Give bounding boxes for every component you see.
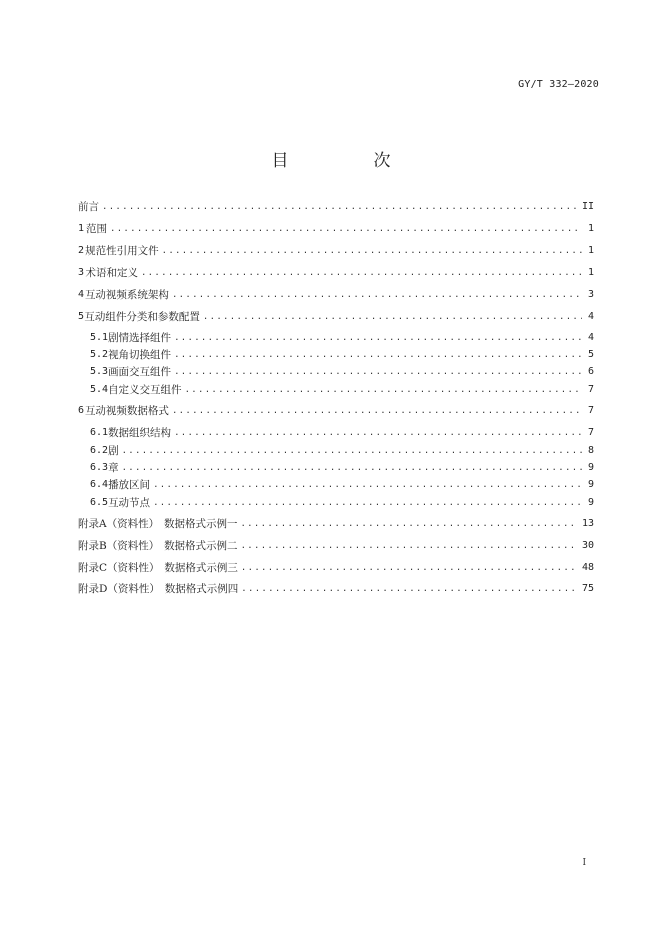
toc-entry[interactable] xyxy=(78,288,594,302)
toc-entry-leader-dots xyxy=(174,366,582,379)
toc-entry-label: 数据格式示例四 xyxy=(164,583,239,595)
toc-entry-leader-dots xyxy=(241,583,578,596)
toc-entry-number: 5 xyxy=(78,311,85,322)
toc-entry-page: 75 xyxy=(581,583,594,594)
toc-entry[interactable] xyxy=(78,404,594,418)
toc-entry-leader-dots xyxy=(241,540,578,553)
toc-entry-number: 5.3 xyxy=(90,366,109,377)
toc-entry-leader-dots xyxy=(153,479,582,492)
toc-entry-label: 数据组织结构 xyxy=(108,427,172,439)
toc-entry[interactable] xyxy=(78,582,594,596)
toc-entry-label: 视角切换组件 xyxy=(108,349,172,361)
toc-entry-label: 互动节点 xyxy=(108,497,151,509)
toc-entry-label: 数据格式示例三 xyxy=(164,562,238,574)
toc-entry-label: 互动视频数据格式 xyxy=(84,405,169,417)
toc-entry[interactable] xyxy=(78,310,594,324)
toc-entry-leader-dots xyxy=(240,518,578,531)
toc-entry-appendix-prefix: 附录C（资料性） xyxy=(78,562,160,574)
toc-entry-appendix-prefix: 附录D（资料性） xyxy=(78,583,160,595)
toc-entry-number: 6 xyxy=(78,405,85,416)
toc-entry[interactable] xyxy=(90,444,594,458)
toc-entry[interactable] xyxy=(78,222,594,236)
toc-entry-label: 前言 xyxy=(78,201,99,213)
toc-entry-appendix-prefix: 附录B（资料性） xyxy=(78,540,160,552)
toc-entry-number: 6.4 xyxy=(90,479,109,490)
toc-entry-leader-dots xyxy=(102,201,578,214)
toc-entry-leader-dots xyxy=(172,405,582,418)
footer-page-number: I xyxy=(582,858,586,868)
toc-entry-page: 7 xyxy=(587,405,594,416)
toc-entry-page: 30 xyxy=(581,540,594,551)
toc-entry[interactable] xyxy=(78,266,594,280)
toc-title: 目 次 xyxy=(271,151,425,171)
toc-entry-number: 6.5 xyxy=(90,497,109,508)
toc-entry-leader-dots xyxy=(162,245,582,258)
toc-entry-page: 9 xyxy=(587,462,594,473)
toc-entry-page: 9 xyxy=(587,497,594,508)
toc-entry-page: 1 xyxy=(587,223,594,234)
toc-entry-label: 剧 xyxy=(108,445,119,457)
toc-entry-number: 5.4 xyxy=(90,384,109,395)
toc-entry-label: 播放区间 xyxy=(108,479,151,491)
toc-entry-number: 2 xyxy=(78,245,85,256)
toc-entry-leader-dots xyxy=(241,562,578,575)
toc-entry-label: 术语和定义 xyxy=(85,267,138,279)
toc-entry-appendix-prefix: 附录A（资料性） xyxy=(78,518,160,530)
toc-entry-number: 3 xyxy=(78,267,85,278)
toc-entry[interactable] xyxy=(78,561,594,575)
toc-entry-page: 8 xyxy=(587,445,594,456)
toc-entry-number: 5.2 xyxy=(90,349,109,360)
toc-entry-page: 1 xyxy=(587,267,594,278)
toc-entry-leader-dots xyxy=(153,497,582,510)
toc-entry[interactable] xyxy=(78,539,594,553)
toc-entry[interactable] xyxy=(90,365,594,379)
toc-entry-leader-dots xyxy=(174,427,582,440)
toc-entry-leader-dots xyxy=(185,384,582,397)
toc-entry[interactable] xyxy=(90,348,594,362)
toc-entry[interactable] xyxy=(78,244,594,258)
toc-entry-page: 4 xyxy=(587,332,594,343)
toc-entry[interactable] xyxy=(90,331,594,345)
toc-entry[interactable] xyxy=(90,383,594,397)
toc-entry-label: 数据格式示例一 xyxy=(163,518,238,530)
toc-entry-leader-dots xyxy=(141,267,582,280)
toc-entry[interactable] xyxy=(90,478,594,492)
toc-entry-page: 9 xyxy=(587,479,594,490)
toc-entry-label: 自定义交互组件 xyxy=(108,384,182,396)
toc-entry-page: 4 xyxy=(587,311,594,322)
toc-entry-number: 6.1 xyxy=(90,427,109,438)
toc-entry[interactable] xyxy=(78,200,594,214)
toc-entry-page: 7 xyxy=(587,427,594,438)
toc-entry-number: 6.3 xyxy=(90,462,109,473)
toc-entry-label: 剧情选择组件 xyxy=(108,332,172,344)
toc-entry-leader-dots xyxy=(174,349,582,362)
toc-entry-leader-dots xyxy=(203,311,582,324)
toc-entry-page: 7 xyxy=(587,384,594,395)
toc-entry-page: 6 xyxy=(587,366,594,377)
toc-entry-number: 1 xyxy=(78,223,85,234)
toc-entry-leader-dots xyxy=(174,332,582,345)
toc-entry-number: 5.1 xyxy=(90,332,109,343)
toc-entry[interactable] xyxy=(90,426,594,440)
document-code: GY/T 332—2020 xyxy=(518,79,599,90)
toc-entry-number: 4 xyxy=(78,289,85,300)
toc-entry-page: II xyxy=(581,201,594,212)
toc-entry-label: 规范性引用文件 xyxy=(85,245,159,257)
toc-entry-number: 6.2 xyxy=(90,445,109,456)
toc-entry-page: 48 xyxy=(581,562,594,573)
toc-entry-page: 3 xyxy=(587,289,594,300)
toc-entry-page: 1 xyxy=(587,245,594,256)
toc-entry-leader-dots xyxy=(122,462,582,475)
toc-entry[interactable] xyxy=(78,517,594,531)
toc-entry-page: 13 xyxy=(581,518,594,529)
toc-entry-label: 章 xyxy=(108,462,119,474)
toc-entry-label: 数据格式示例二 xyxy=(164,540,238,552)
toc-entry-label: 互动视频系统架构 xyxy=(84,289,169,301)
toc-entry[interactable] xyxy=(90,461,594,475)
toc-entry-label: 范围 xyxy=(85,223,107,235)
toc-entry-label: 画面交互组件 xyxy=(108,366,172,378)
toc-entry-leader-dots xyxy=(122,445,582,458)
toc-entry-label: 互动组件分类和参数配置 xyxy=(84,311,200,323)
toc-entry[interactable] xyxy=(90,496,594,510)
toc-entry-leader-dots xyxy=(172,289,582,302)
toc-entry-leader-dots xyxy=(110,223,582,236)
toc-entry-page: 5 xyxy=(587,349,594,360)
